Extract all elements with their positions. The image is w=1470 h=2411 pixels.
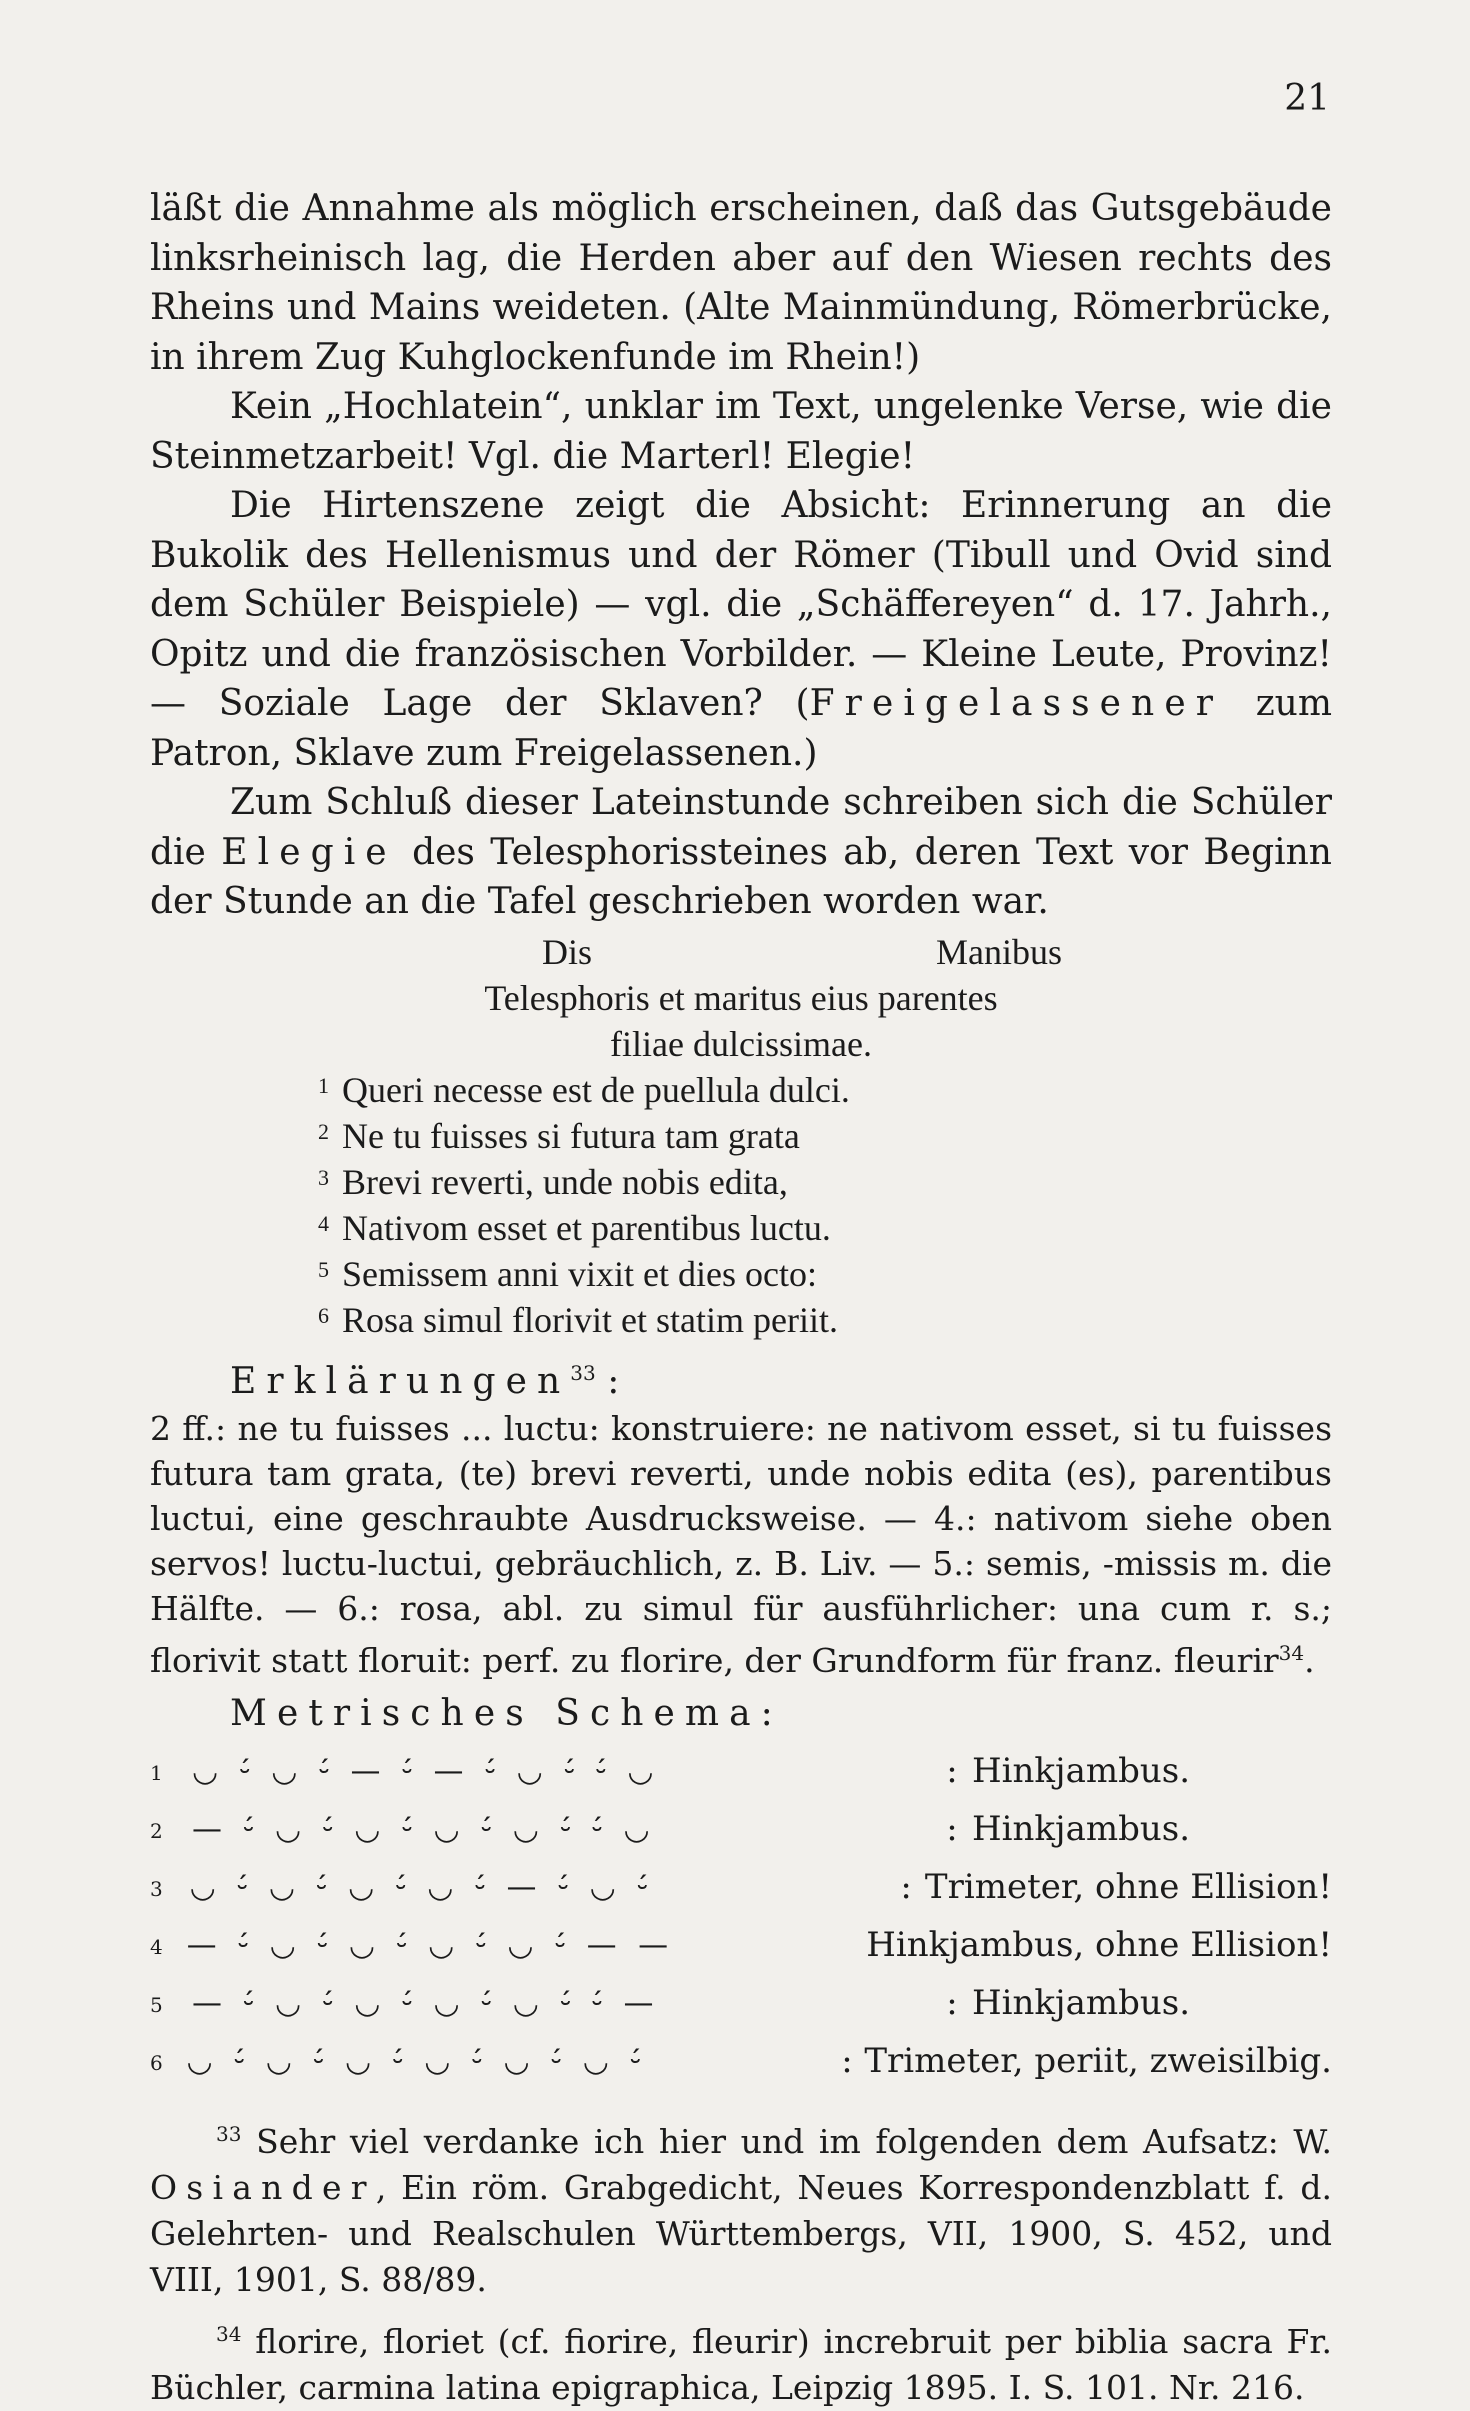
footnote-ref: 34 (1278, 1641, 1305, 1665)
paragraph-2: Kein „Hochlatein“, unklar im Text, ungelenke Verse, wie die Steinmetzarbeit! Vgl. die Marterl! Elegie! (150, 386, 1332, 477)
colon: : (946, 1808, 958, 1849)
verse-number: 2 (318, 1118, 329, 1144)
explanations-text (150, 1406, 1332, 1683)
page-number: 21 (1284, 78, 1330, 119)
footnote-number: 33 (216, 2121, 242, 2146)
verse-number: 1 (318, 1072, 329, 1098)
explanations-heading (150, 1349, 1332, 1407)
row-number: 3 (150, 1876, 163, 1901)
meter-description: Hinkjambus, ohne Ellision! (866, 1924, 1332, 1965)
footnote-33 (150, 2111, 1332, 2303)
meter: — ⏑́ ◡ ⏑́ ◡ ⏑́ ◡ ⏑́ ◡ ⏑́ ⏑́ ◡ (192, 1811, 656, 1847)
footnote-text-end: , Ein röm. Grabgedicht, Neues Korrespondenzblatt f. d. Gelehrten- und Realschulen Württembergs, VII, 1900, S. 452, und VIII, 1901, S. 88/89. (150, 2167, 1332, 2299)
verse-text: Rosa simul florivit et statim periit. (342, 1299, 838, 1340)
inscription-line-1 (150, 929, 1332, 975)
heading-text: Erklärungen (230, 1360, 571, 1402)
meter-description: Hinkjambus. (972, 1808, 1190, 1849)
schema-row (150, 1743, 1332, 1801)
colon: : (900, 1866, 912, 1907)
schema-heading: Metrisches Schema: (230, 1693, 783, 1734)
main-text (150, 184, 1332, 2411)
inscription-manibus: Manibus (936, 931, 1062, 972)
verse-text: Queri necesse est de puellula dulci. (342, 1069, 850, 1110)
verse-1 (150, 1067, 1332, 1113)
meter: ◡ ⏑́ ◡ ⏑́ — ⏑́ — ⏑́ ◡ ⏑́ ⏑́ ◡ (192, 1753, 660, 1789)
footnote-34 (150, 2311, 1332, 2411)
verse-text: Nativom esset et parentibus luctu. (342, 1207, 831, 1248)
metrical-schema (150, 1743, 1332, 2091)
spaced-word: Freigelassener (809, 683, 1223, 724)
row-number: 5 (150, 1992, 163, 2017)
row-number: 6 (150, 2050, 163, 2075)
verse-text: Ne tu fuisses si futura tam grata (342, 1115, 800, 1156)
verse-6 (150, 1297, 1332, 1343)
schema-row (150, 1801, 1332, 1859)
verse-number: 4 (318, 1210, 329, 1236)
footnote-text: florire, floriet (cf. fiorire, fleurir) increbruit per biblia sacra Fr. Büchler, carmina latina epigraphica, Leipzig 1895. I. S. 101. Nr. 216. (150, 2321, 1333, 2407)
paragraph-4-end: des Telesphorissteines ab, deren Text vor Beginn der Stunde an die Tafel geschrieben worden war. (150, 831, 1332, 922)
inscription (150, 929, 1332, 1343)
paragraph-3: Die Hirtenszene zeigt die Absicht: Erinnerung an die Bukolik des Hellenismus und der Römer (Tibull und Ovid sind dem Schüler Beispiele) — vgl. die „Schäffereyen“ d. 17. Jahrh., Opitz und die französischen Vorbilder. — Kleine Leute, Provinz! — Soziale Lage der Sklaven? (Freigelassener zum Patron, Sklave zum Freigelassenen.) (150, 485, 1333, 774)
schema-row (150, 1859, 1332, 1917)
meter-description: Hinkjambus. (972, 1982, 1190, 2023)
paragraph-3-text: Die Hirtenszene zeigt die Absicht: Erinnerung an die Bukolik des Hellenismus und der Römer (Tibull und Ovid sind dem Schüler Beispiele) — vgl. die „Schäffereyen“ d. 17. Jahrh., Opitz und die französischen Vorbilder. — Kleine Leute, Provinz! — Soziale Lage der Sklaven? (150, 485, 1332, 724)
footnote-ref: 33 (570, 1360, 596, 1385)
verse-3 (150, 1159, 1332, 1205)
verse-number: 5 (318, 1256, 329, 1282)
inscription-line-2: Telesphoris et maritus eius parentes (484, 977, 998, 1018)
paragraph-4-start: Zum Schluß dieser Lateinstunde schreiben sich die Schüler die (150, 782, 1332, 873)
meter: — ⏑́ ◡ ⏑́ ◡ ⏑́ ◡ ⏑́ ◡ ⏑́ ⏑́ — (192, 1985, 660, 2021)
footnote-text: Sehr viel verdanke ich hier und im folgenden dem Aufsatz: W. (256, 2121, 1332, 2161)
colon: : (946, 1750, 958, 1791)
verse-text: Brevi reverti, unde nobis edita, (342, 1161, 788, 1202)
heading-colon: : (607, 1360, 620, 1402)
meter: — ⏑́ ◡ ⏑́ ◡ ⏑́ ◡ ⏑́ ◡ ⏑́ — — (186, 1927, 675, 1963)
inscription-dis: Dis (542, 931, 593, 972)
explanations-end: . (1304, 1641, 1315, 1680)
footnotes (150, 2111, 1332, 2411)
verse-number: 3 (318, 1164, 329, 1190)
verse-4 (150, 1205, 1332, 1251)
verse-text: Semissem anni vixit et dies octo: (342, 1253, 817, 1294)
paragraph-4 (150, 778, 1332, 927)
meter: ◡ ⏑́ ◡ ⏑́ ◡ ⏑́ ◡ ⏑́ ◡ ⏑́ ◡ ⏑́ (186, 2043, 647, 2079)
paragraph-1: läßt die Annahme als möglich erscheinen, daß das Gutsgebäude linksrheinisch lag, die Herden aber auf den Wiesen rechts des Rheins und Mains weideten. (Alte Mainmündung, Römerbrücke, in ihrem Zug Kuhglockenfunde im Rhein!) (150, 188, 1332, 378)
row-number: 4 (150, 1934, 163, 1959)
row-number: 2 (150, 1818, 163, 1843)
verse-number: 6 (318, 1302, 329, 1328)
colon: : (841, 2040, 853, 2081)
row-number: 1 (150, 1760, 163, 1785)
meter-description: Trimeter, periit, zweisilbig. (864, 2040, 1332, 2081)
verse-5 (150, 1251, 1332, 1297)
explanations-body: 2 ff.: ne tu fuisses ... luctu: konstruiere: ne nativom esset, si tu fuisses futura tam grata, (te) brevi reverti, unde nobis edita (es), parentibus luctui, eine geschraubte Ausdrucksweise. — 4.: nativom siehe oben servos! luctu-luctui, gebräuchlich, z. B. Liv. — 5.: semis, -missis m. die Hälfte. — 6.: rosa, abl. zu simul für ausführlicher: una cum r. s.; florivit statt floruit: perf. zu florire, der Grundform für franz. fleurir (150, 1409, 1332, 1680)
footnote-number: 34 (216, 2321, 242, 2346)
paragraph-3-end: zum Patron, Sklave zum Freigelassenen.) (150, 683, 1333, 774)
meter: ◡ ⏑́ ◡ ⏑́ ◡ ⏑́ ◡ ⏑́ — ⏑́ ◡ ⏑́ (189, 1869, 654, 1905)
meter-description: Trimeter, ohne Ellision! (924, 1866, 1332, 1907)
schema-row (150, 1917, 1332, 1975)
verse-2 (150, 1113, 1332, 1159)
inscription-line-3: filiae dulcissimae. (610, 1023, 872, 1064)
spaced-author: Osiander (150, 2167, 376, 2207)
spaced-word: Elegie (221, 831, 397, 873)
meter-description: Hinkjambus. (972, 1750, 1190, 1791)
schema-row (150, 2033, 1332, 2091)
schema-row (150, 1975, 1332, 2033)
colon: : (946, 1982, 958, 2023)
